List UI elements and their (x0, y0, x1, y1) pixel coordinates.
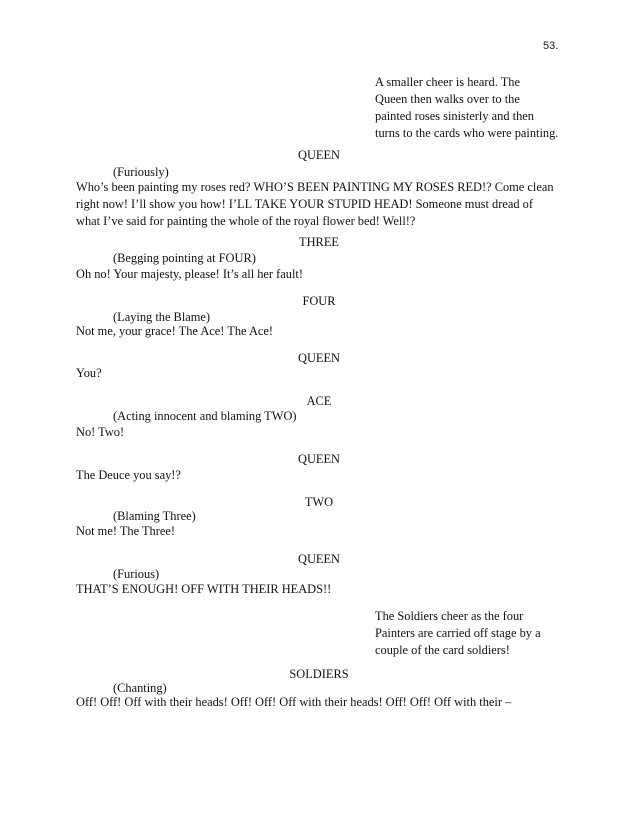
stage-direction (375, 74, 575, 142)
parenthetical: (Furious) (113, 567, 160, 581)
stage-direction-line: The Soldiers cheer as the four (375, 609, 524, 623)
stage-direction-line: Queen then walks over to the (375, 92, 520, 106)
dialogue-line: No! Two! (76, 425, 125, 439)
speaker-name: SOLDIERS (289, 667, 349, 681)
dialogue-line: The Deuce you say!? (76, 468, 181, 482)
speaker-name: QUEEN (298, 452, 340, 466)
dialogue-line: Not me! The Three! (76, 524, 175, 538)
dialogue-line: Off! Off! Off with their heads! Off! Off! Off with their heads! Off! Off! Off with their – (76, 695, 512, 709)
stage-direction-line: Painters are carried off stage by a (375, 626, 541, 640)
dialogue-line: THAT’S ENOUGH! OFF WITH THEIR HEADS!! (76, 582, 332, 596)
parenthetical: (Laying the Blame) (113, 310, 211, 324)
stage-direction (375, 608, 575, 659)
speaker-name: FOUR (302, 294, 336, 308)
parenthetical: (Furiously) (113, 165, 169, 179)
stage-direction-line: couple of the card soldiers! (375, 643, 510, 657)
speaker-name: THREE (299, 235, 339, 249)
dialogue-line: You? (76, 366, 102, 380)
dialogue-line: what I’ve said for painting the whole of the royal flower bed! Well!? (76, 214, 416, 228)
parenthetical: (Begging pointing at FOUR) (113, 251, 256, 265)
speaker-name: TWO (304, 495, 334, 509)
stage-direction-line: A smaller cheer is heard. The (375, 75, 520, 89)
parenthetical: (Blaming Three) (113, 509, 196, 523)
dialogue-line: Who’s been painting my roses red? WHO’S BEEN PAINTING MY ROSES RED!? Come clean (76, 180, 554, 194)
dialogue-line: Oh no! Your majesty, please! It’s all her fault! (76, 267, 303, 281)
stage-direction-line: painted roses sinisterly and then (375, 109, 534, 123)
dialogue-line: right now! I’ll show you how! I’LL TAKE YOUR STUPID HEAD! Someone must dread of (76, 197, 533, 211)
speaker-name: QUEEN (298, 148, 340, 162)
speaker-name: ACE (306, 394, 332, 408)
speaker-name: QUEEN (298, 351, 340, 365)
page-number: 53. (543, 40, 559, 52)
dialogue-line: Not me, your grace! The Ace! The Ace! (76, 324, 274, 338)
parenthetical: (Acting innocent and blaming TWO) (113, 409, 297, 423)
parenthetical: (Chanting) (113, 681, 167, 695)
stage-direction-line: turns to the cards who were painting. (375, 126, 559, 140)
speaker-name: QUEEN (298, 552, 340, 566)
